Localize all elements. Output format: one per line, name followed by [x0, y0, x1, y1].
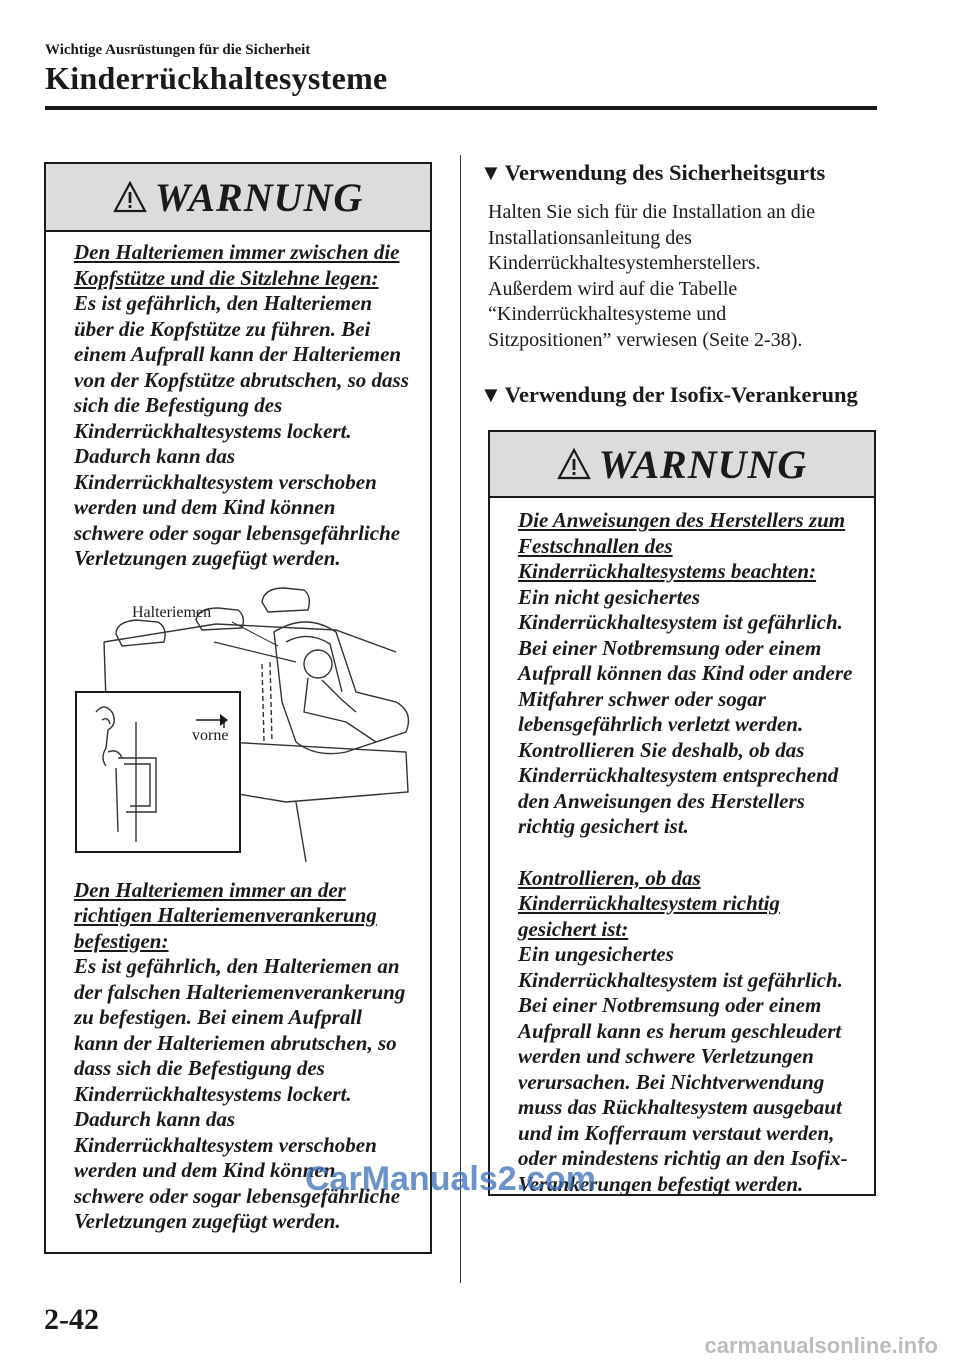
- warning-box-tether: [44, 162, 432, 1254]
- page-title: Kinderrückhaltesysteme: [45, 60, 388, 96]
- warning-text: [518, 585, 874, 840]
- text-line: Installationsanleitung des: [488, 226, 692, 249]
- text-line: Kinderrückhaltesystem verschoben: [74, 469, 377, 494]
- text-line: werden und dem Kind können: [74, 1158, 336, 1182]
- text-line: Kinderrückhaltesystem ist gefährlich.: [518, 967, 843, 992]
- text-line: Aufprall können das Kind oder andere: [518, 661, 853, 685]
- heading-line: Kinderrückhaltesystem richtig: [518, 891, 780, 915]
- text-line: den Anweisungen des Herstellers: [518, 788, 805, 813]
- text-line: oder mindestens richtig an den Isofix-: [518, 1146, 848, 1170]
- text-line: zu befestigen. Bei einem Aufprall: [74, 1005, 362, 1029]
- heading-line: Den Halteriemen immer an der: [74, 877, 346, 902]
- label-front: vorne: [192, 726, 229, 744]
- warning-header: [490, 432, 874, 498]
- text-line: über die Kopfstütze zu führen. Bei: [74, 316, 371, 341]
- text-line: Kinderrückhaltesystem verschoben: [74, 1132, 377, 1157]
- text-line: Kinderrückhaltesystem ist gefährlich.: [518, 610, 843, 634]
- child-seat-tether-drawing: [46, 572, 430, 872]
- warning-title: WARNUNG: [598, 441, 808, 487]
- text-line: Es ist gefährlich, den Halteriemen an: [74, 954, 400, 978]
- text-line: richtig gesichert ist.: [518, 814, 689, 838]
- text-line: Dadurch kann das: [74, 444, 236, 468]
- text-line: kann der Halteriemen abrutschen, so: [74, 1030, 397, 1055]
- text-line: Verletzungen zugefügt werden.: [74, 1209, 341, 1233]
- watermark-logo: CarManuals2.com: [305, 1160, 596, 1198]
- text-line: von der Kopfstütze abrutschen, so dass: [74, 367, 409, 392]
- text-line: Außerdem wird auf die Tabelle: [488, 277, 738, 300]
- text-line: “Kinderrückhaltesysteme und: [488, 303, 727, 325]
- text-line: muss das Rückhaltesystem ausgebaut: [518, 1095, 842, 1119]
- text-line: Dadurch kann das: [74, 1107, 236, 1131]
- heading-line: Festschnallen des: [518, 533, 673, 558]
- text-line: werden und dem Kind können: [74, 495, 336, 519]
- text-line: schwere oder sogar lebensgefährliche: [74, 520, 401, 545]
- column-divider: [460, 155, 461, 1283]
- label-tether: Halteriemen: [132, 603, 212, 621]
- header-rule: [45, 106, 877, 110]
- chapter-header: Wichtige Ausrüstungen für die Sicherheit: [45, 42, 311, 58]
- warning-triangle-icon: [113, 181, 147, 213]
- text-line: Kinderrückhaltesystem entsprechend: [518, 763, 839, 787]
- warning-heading: [74, 878, 430, 955]
- triangle-down-icon: ▼: [480, 160, 502, 185]
- section-paragraph: [488, 200, 878, 353]
- section-heading-seatbelt: [480, 160, 825, 186]
- warning-body: [490, 498, 874, 1197]
- text-line: werden und schwere Verletzungen: [518, 1044, 814, 1068]
- site-watermark: carmanualsonline.info: [704, 1333, 938, 1358]
- heading-line: Den Halteriemen immer zwischen die: [74, 240, 400, 264]
- text-line: Kinderrückhaltesystems lockert.: [74, 418, 352, 443]
- triangle-down-icon: ▼: [480, 382, 502, 407]
- text-line: Sitzpositionen” verwiesen (Seite 2-38).: [488, 328, 803, 351]
- heading-line: richtigen Halteriemenverankerung: [74, 903, 377, 927]
- warning-body: [46, 232, 430, 572]
- text-line: sich die Befestigung des: [74, 393, 283, 417]
- warning-heading: [518, 508, 874, 585]
- warning-triangle-icon: [557, 448, 591, 480]
- text-line: Mitfahrer schwer oder sogar: [518, 686, 766, 711]
- tether-illustration: [46, 572, 430, 872]
- text-line: Ein ungesichertes: [518, 942, 674, 966]
- text-line: Aufprall kann es herum geschleudert: [518, 1018, 842, 1043]
- text-line: einem Aufprall kann der Halteriemen: [74, 342, 402, 366]
- text-line: Verletzungen zugefügt werden.: [74, 546, 341, 570]
- text-line: Verankerungen befestigt werden.: [518, 1171, 804, 1196]
- text-line: Bei einer Notbremsung oder einem: [518, 993, 822, 1017]
- warning-title: WARNUNG: [154, 174, 364, 220]
- heading-line: Kinderrückhaltesystems beachten:: [518, 559, 817, 583]
- text-line: Halten Sie sich für die Installation an die: [488, 201, 816, 223]
- warning-text: [74, 291, 430, 572]
- warning-text: [518, 942, 874, 1197]
- text-line: und im Kofferraum verstaut werden,: [518, 1120, 835, 1145]
- text-line: lebensgefährlich verletzt werden.: [518, 712, 804, 736]
- text-line: schwere oder sogar lebensgefährliche: [74, 1183, 401, 1208]
- warning-box-isofix: [488, 430, 876, 1196]
- section-heading-text: Verwendung des Sicherheitsgurts: [504, 160, 826, 185]
- page-number: 2-42: [44, 1303, 99, 1336]
- warning-heading: [74, 240, 430, 291]
- heading-line: Kopfstütze und die Sitzlehne legen:: [74, 265, 379, 290]
- warning-header: [46, 164, 430, 232]
- section-heading-text: Verwendung der Isofix-Verankerung: [504, 382, 858, 407]
- text-line: Ein nicht gesichertes: [518, 584, 701, 609]
- heading-line: befestigen:: [74, 928, 169, 953]
- heading-line: Die Anweisungen des Herstellers zum: [518, 508, 846, 532]
- warning-heading: [518, 866, 874, 943]
- text-line: Bei einer Notbremsung oder einem: [518, 635, 822, 660]
- text-line: Kinderrückhaltesystems lockert.: [74, 1081, 352, 1106]
- section-heading-isofix: [480, 382, 858, 408]
- text-line: verursachen. Bei Nichtverwendung: [518, 1069, 825, 1094]
- text-line: Kinderrückhaltesystemherstellers.: [488, 252, 761, 274]
- text-line: dass sich die Befestigung des: [74, 1056, 325, 1080]
- heading-line: Kontrollieren, ob das: [518, 865, 701, 890]
- text-line: der falschen Halteriemenverankerung: [74, 979, 406, 1004]
- text-line: Es ist gefährlich, den Halteriemen: [74, 291, 373, 315]
- heading-line: gesichert ist:: [518, 916, 629, 941]
- text-line: Kontrollieren Sie deshalb, ob das: [518, 737, 805, 762]
